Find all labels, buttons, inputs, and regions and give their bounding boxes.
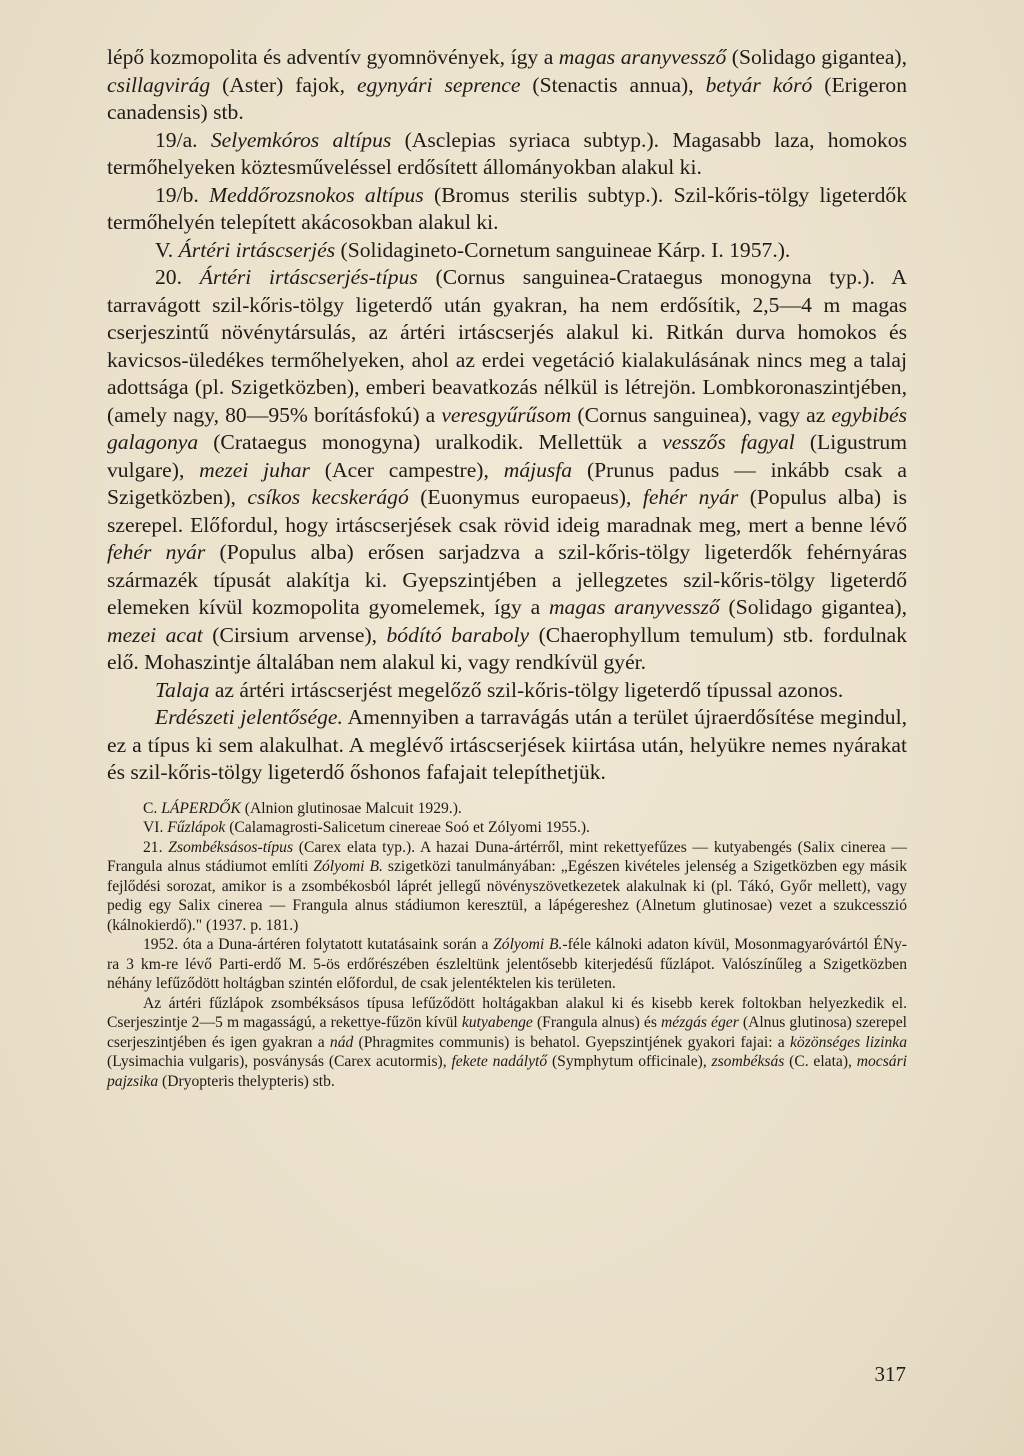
italic-text: Talaja	[155, 677, 210, 702]
text-run: (Chaerophyllum temulum) stb. fordulnak elő. Mohaszintje általában nem alakul ki, vagy rendkívül gyér.	[107, 622, 907, 674]
italic-text: csillagvirág	[107, 72, 211, 97]
text-run: VI.	[143, 819, 168, 836]
italic-text: bódító baraboly	[386, 622, 530, 647]
text-run: (Phragmites communis) is behatol. Gyepszintjének gyakori fajai: a	[353, 1033, 790, 1051]
text-run: (Solidagineto-Cornetum sanguineae Kárp. I. 1957.).	[335, 237, 791, 262]
text-run: 20.	[155, 265, 200, 289]
text-run: (Calamagrosti-Salicetum cinereae Soó et Zólyomi 1955.).	[225, 819, 590, 836]
text-run: C.	[143, 799, 162, 817]
text-run: (Aster) fajok,	[210, 72, 357, 97]
text-run: -féle kálnoki adaton kívül, Mosonmagyaróvártól ÉNy-ra 3 km-re lévő Parti-erdő M. 5-ös erdőrészében észleltünk jelentősebb kiterjedésű fűzlápot. Valószínűleg a Szigetközben néhány lefűződött holtágban szintén előfordul, de csak jelentéktelen kis területen.	[107, 936, 907, 992]
text-run: 19/b.	[155, 182, 210, 207]
italic-text: egybibés galagonya	[107, 402, 907, 454]
text-run: (C. elata),	[784, 1053, 857, 1070]
text-run: (Ligustrum vulgare),	[107, 430, 908, 482]
text-run: Amennyiben a tarravágás után a terület újraerdősítése megindul, ez a típus ki sem alakulhat. A meglévő irtáscserjések kiirtása után, helyükre nemes nyárakat és szil-kőris-tölgy ligeterdő őshonos fafajait telepíthetjük.	[107, 705, 907, 784]
text-run: (Crataegus monogyna) uralkodik. Mellettük a	[198, 430, 663, 454]
italic-text: fekete nadálytő	[451, 1053, 548, 1070]
section-gap	[107, 787, 907, 799]
text-run: (Solidago gigantea),	[719, 595, 907, 619]
italic-text: csíkos kecskerágó	[247, 485, 409, 509]
text-run: 19/a.	[155, 127, 211, 152]
text-run: (Populus alba) is szerepel. Előfordul, hogy irtáscserjések csak rövid ideig maradnak meg, mert a benne lévő	[107, 485, 907, 537]
text-run: (Frangula alnus) és	[532, 1014, 662, 1031]
paragraph	[107, 127, 907, 182]
italic-text: zsombéksás	[711, 1053, 785, 1070]
paragraph	[107, 704, 907, 787]
italic-text: Fűzlápok	[167, 819, 226, 836]
italic-text: mezei acat	[107, 622, 203, 647]
italic-text: mézgás éger	[661, 1014, 739, 1031]
text-column	[107, 44, 907, 1091]
italic-text: Ártéri irtáscserjés	[178, 237, 336, 262]
text-run: (Prunus padus — inkább csak a Szigetközben),	[107, 457, 907, 509]
text-run: szigetközi tanulmányában: „Egészen kivételes jelenség a Szigetközben egy másik fejlődési sorozat, amikor is a zsombékosból láprét jellegű növényszövetkezetek alakulnak ki (pl. Tákó, Győr mellett), vagy pedig egy Salix cinerea — Frangula alnus stádiumon keresztül, a lápégereshez (Alnetum glutinosae) vezet a szukcesszió (kálnokierdő)." (1937. p. 181.)	[107, 858, 907, 934]
italic-text: magas aranyvessző	[558, 45, 727, 69]
text-run: (Dryopteris thelypteris) stb.	[158, 1072, 335, 1090]
text-run: V.	[155, 237, 179, 262]
italic-text: nád	[329, 1033, 354, 1051]
paragraph	[107, 677, 907, 705]
text-run: (Cornus sanguinea-Crataegus monogyna typ.). A tarravágott szil-kőris-tölgy ligeterdő után gyakran, ha nem erdősítik, 2,5—4 m magas cserjeszintű növénytársulás, az ártéri irtáscserjés alakul ki. Ritkán durva homokos és kavicsos-üledékes termőhelyeken, ahol az erdei vegetáció kialakulásának nincs meg a talaj adottsága (pl. Szigetközben), emberi beavatkozás nélkül is létrejön. Lombkoronaszintjében, (amely nagy, 80—95% borításfokú) a	[107, 265, 907, 427]
paragraph	[107, 182, 907, 237]
italic-text: LÁPERDŐK	[161, 799, 241, 817]
italic-text: fehér nyár	[642, 485, 739, 509]
italic-text: mocsári pajzsika	[107, 1053, 907, 1090]
paragraph	[107, 799, 907, 819]
text-run: (Cirsium arvense),	[202, 622, 387, 647]
text-run: (Lysimachia vulgaris), posványsás (Carex acutormis),	[107, 1053, 452, 1070]
italic-text: Erdészeti jelentősége.	[155, 705, 343, 729]
italic-text: kutyabenge	[461, 1014, 533, 1031]
text-run: (Stenactis annua),	[520, 72, 706, 97]
italic-text: Zólyomi B.	[493, 936, 563, 953]
paragraph	[107, 838, 907, 936]
text-run: (Bromus sterilis subtyp.). Szil-kőris-tölgy ligeterdők termőhelyén telepített akácosokban alakul ki.	[107, 182, 907, 234]
italic-text: fehér nyár	[107, 540, 206, 564]
italic-text: májusfa	[503, 457, 573, 482]
italic-text: vesszős fagyal	[662, 430, 795, 454]
text-run: Az ártéri fűzlápok zsombéksásos típusa lefűződött holtágakban alakul ki és kisebb kerek foltokban helyezkedik el. Cserjeszintje 2—5 m magasságú, a rekettye-fűzön kívül	[107, 994, 907, 1031]
text-run: az ártéri irtáscserjést megelőző szil-kőris-tölgy ligeterdő típussal azonos.	[209, 677, 844, 702]
italic-text: Meddőrozsnokos altípus	[209, 182, 424, 207]
italic-text: közönséges lizinka	[789, 1033, 907, 1051]
italic-text: Ártéri irtáscserjés-típus	[199, 265, 418, 289]
paragraph	[107, 994, 907, 1092]
page-number: 317	[874, 1362, 906, 1386]
text-run: (Solidago gigantea),	[726, 45, 907, 69]
text-run: (Carex elata typ.). A hazai Duna-ártérről, mint rekettyefűzes — kutyabengés (Salix cinerea — Frangula alnus stádiumot említi	[107, 838, 908, 875]
paragraph	[107, 818, 907, 838]
italic-text: betyár kóró	[705, 72, 813, 97]
text-run: lépő kozmopolita és adventív gyomnövények, így a	[107, 45, 559, 69]
italic-text: egynyári seprence	[356, 72, 521, 97]
text-run: 1952. óta a Duna-ártéren folytatott kutatásaink során a	[143, 936, 494, 953]
text-run: (Alnus glutinosa) szerepel cserjeszintjében és igen gyakran a	[107, 1014, 907, 1051]
italic-text: Zólyomi B.	[313, 858, 383, 875]
italic-text: veresgyűrűsom	[441, 402, 572, 427]
text-run: (Populus alba) erősen sarjadzva a szil-kőris-tölgy ligeterdők fehérnyáras származék típusát alakítja ki. Gyepszintjében a jellegzetes szil-kőris-tölgy ligeterdő elemeken kívül kozmopolita gyomelemek, így a	[107, 540, 908, 619]
text-run: (Erigeron canadensis) stb.	[107, 72, 907, 124]
italic-text: Selyemkóros altípus	[210, 127, 392, 152]
paragraph	[107, 935, 907, 994]
italic-text: mezei juhar	[199, 457, 310, 482]
text-run: (Cornus sanguinea), vagy az	[571, 402, 832, 427]
text-run: (Euonymus europaeus),	[408, 485, 643, 509]
paragraph	[107, 44, 907, 127]
paragraph	[107, 264, 907, 677]
text-run: (Alnion glutinosae Malcuit 1929.).	[240, 799, 462, 817]
text-run: 21.	[143, 838, 169, 856]
text-run: (Acer campestre),	[309, 457, 504, 482]
italic-text: magas aranyvessző	[548, 595, 720, 619]
text-run: (Asclepias syriaca subtyp.). Magasabb laza, homokos termőhelyeken köztesműveléssel erdősített állományokban alakul ki.	[107, 127, 907, 179]
paragraph	[107, 237, 907, 265]
text-run: (Symphytum officinale),	[547, 1053, 712, 1070]
italic-text: Zsombéksásos-típus	[168, 838, 294, 856]
